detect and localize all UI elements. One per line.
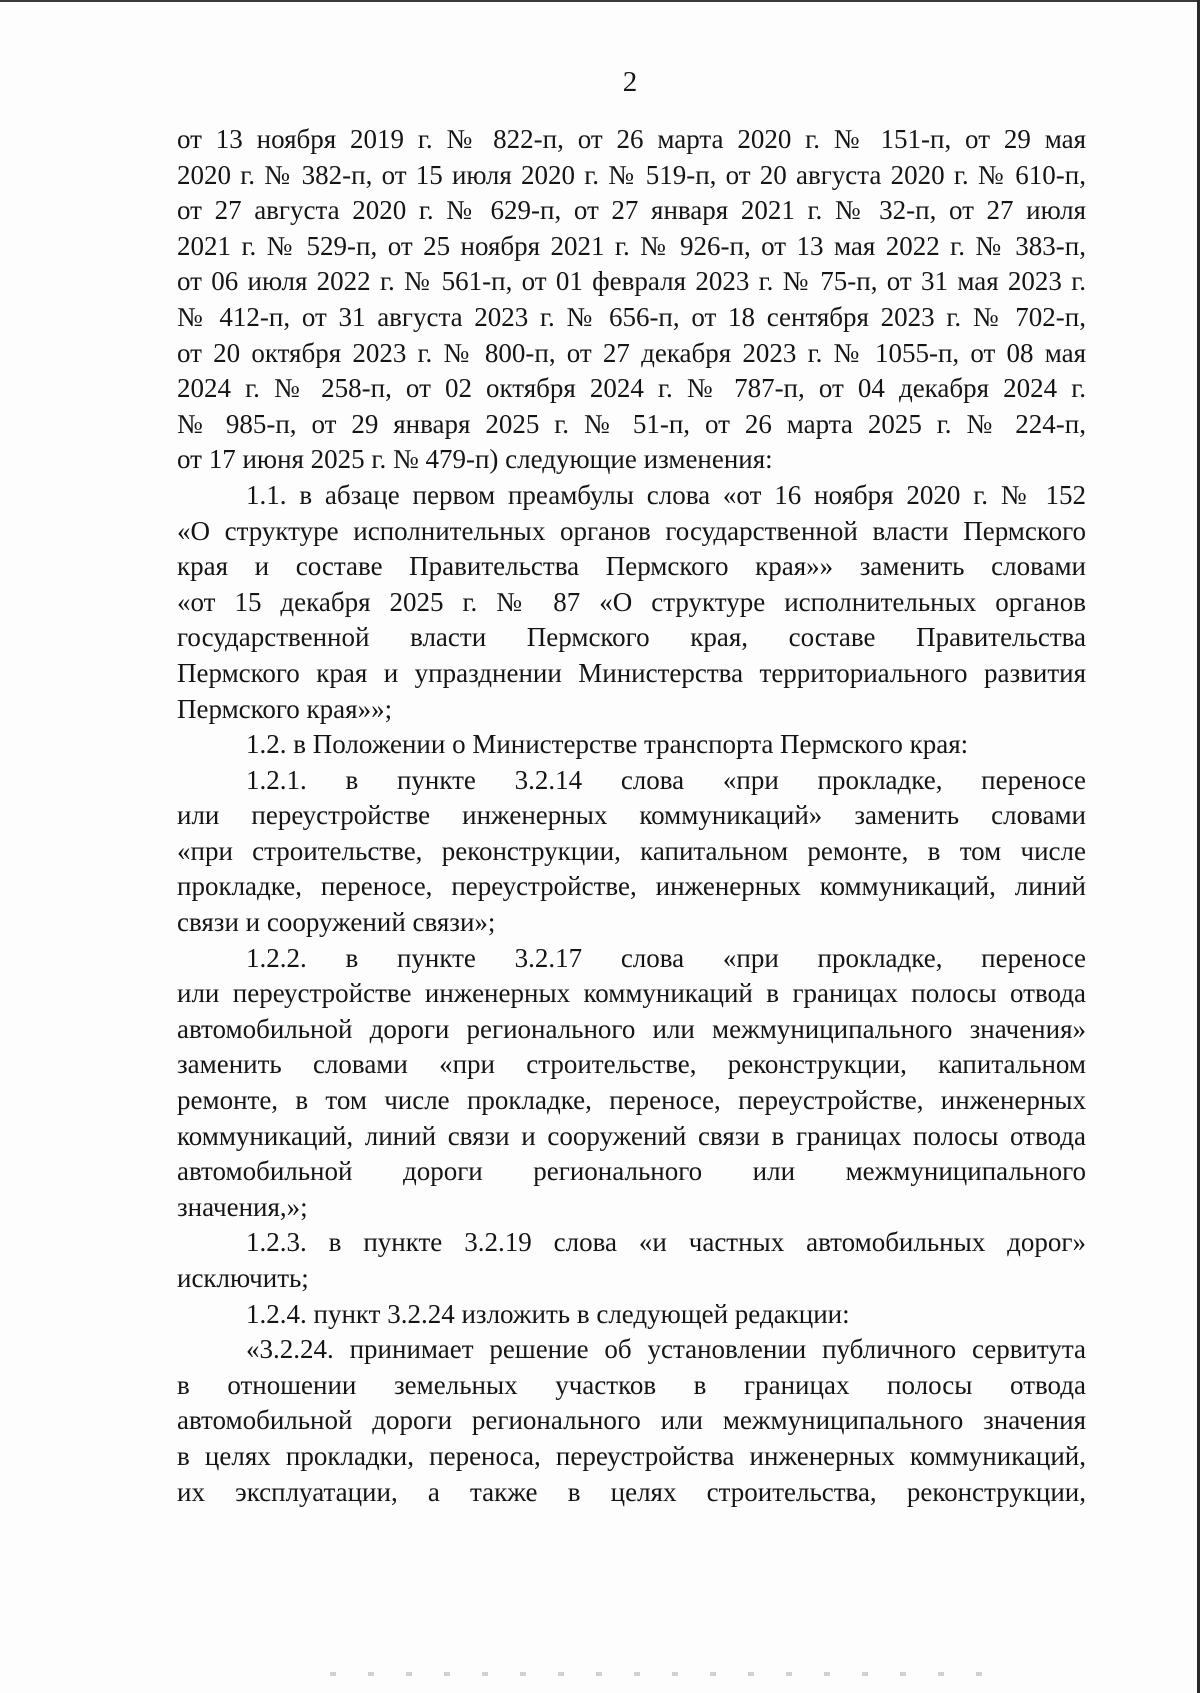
text-line: заменить словами «при строительстве, реконструкции, капитальном	[177, 1049, 1086, 1080]
text-line: государственной власти Пермского края, составе Правительства	[177, 622, 1086, 653]
text-line: или переустройстве инженерных коммуникаций» заменить словами	[177, 800, 1086, 831]
text-line: или переустройстве инженерных коммуникаций в границах полосы отвода	[177, 978, 1086, 1009]
text-line: от 27 августа 2020 г. № 629-п, от 27 января 2021 г. № 32-п, от 27 июля	[177, 195, 1086, 226]
text-line: Пермского края»»;	[177, 693, 393, 724]
text-line: автомобильной дороги регионального или межмуниципального значения»	[177, 1013, 1086, 1044]
page-number: 2	[622, 66, 638, 98]
text-line: автомобильной дороги регионального или межмуниципального	[177, 1156, 1086, 1187]
text-line: 1.2.3. в пункте 3.2.19 слова «и частных автомобильных дорог»	[246, 1227, 1086, 1258]
text-line: Пермского края и упразднении Министерства территориального развития	[177, 657, 1086, 688]
text-line: 1.2. в Положении о Министерстве транспорта Пермского края:	[246, 729, 969, 760]
text-line: автомобильной дороги регионального или межмуниципального значения	[177, 1405, 1086, 1436]
text-line: от 20 октября 2023 г. № 800-п, от 27 декабря 2023 г. № 1055-п, от 08 мая	[177, 337, 1086, 368]
text-line: края и составе Правительства Пермского края»» заменить словами	[177, 551, 1086, 582]
text-line: прокладке, переносе, переустройстве, инженерных коммуникаций, линий	[177, 871, 1086, 902]
text-line: от 06 июля 2022 г. № 561-п, от 01 февраля 2023 г. № 75-п, от 31 мая 2023 г.	[177, 266, 1086, 297]
text-line: в целях прокладки, переноса, переустройства инженерных коммуникаций,	[177, 1440, 1086, 1471]
text-line: № 985-п, от 29 января 2025 г. № 51-п, от 26 марта 2025 г. № 224-п,	[177, 408, 1086, 439]
text-line: 1.2.2. в пункте 3.2.17 слова «при прокладке, переносе	[246, 942, 1086, 973]
text-line: значения,»;	[177, 1191, 308, 1222]
text-line: их эксплуатации, а также в целях строительства, реконструкции,	[177, 1476, 1086, 1507]
text-line: от 13 ноября 2019 г. № 822-п, от 26 марта 2020 г. № 151-п, от 29 мая	[177, 124, 1086, 154]
scan-artifact-bottom	[330, 1672, 990, 1676]
document-body	[177, 122, 1086, 1510]
text-line: «3.2.24. принимает решение об установлении публичного сервитута	[246, 1334, 1086, 1365]
text-line: 2020 г. № 382-п, от 15 июля 2020 г. № 519-п, от 20 августа 2020 г. № 610-п,	[177, 159, 1086, 190]
text-line: 1.2.4. пункт 3.2.24 изложить в следующей редакции:	[246, 1298, 850, 1329]
text-line: в отношении земельных участков в границах полосы отвода	[177, 1369, 1086, 1400]
text-line: 1.2.1. в пункте 3.2.14 слова «при прокладке, переносе	[246, 764, 1086, 795]
text-line: от 17 июня 2025 г. № 479-п) следующие изменения:	[177, 444, 773, 475]
text-line: «О структуре исполнительных органов государственной власти Пермского	[177, 515, 1086, 546]
text-line: исключить;	[177, 1263, 309, 1293]
text-line: ремонте, в том числе прокладке, переносе, переустройстве, инженерных	[177, 1085, 1086, 1116]
text-line: 2021 г. № 529-п, от 25 ноября 2021 г. № 926-п, от 13 мая 2022 г. № 383-п,	[177, 230, 1086, 261]
text-line: 2024 г. № 258-п, от 02 октября 2024 г. № 787-п, от 04 декабря 2024 г.	[177, 373, 1086, 404]
text-line: «при строительстве, реконструкции, капитальном ремонте, в том числе	[177, 835, 1086, 866]
text-line: «от 15 декабря 2025 г. № 87 «О структуре исполнительных органов	[177, 586, 1086, 617]
text-line: коммуникаций, линий связи и сооружений связи в границах полосы отвода	[177, 1120, 1086, 1151]
text-line: № 412-п, от 31 августа 2023 г. № 656-п, от 18 сентября 2023 г. № 702-п,	[177, 301, 1086, 332]
scan-edge-top	[0, 0, 1200, 2]
text-line: 1.1. в абзаце первом преамбулы слова «от 16 ноября 2020 г. № 152	[246, 479, 1086, 510]
text-line: связи и сооружений связи»;	[177, 907, 496, 938]
